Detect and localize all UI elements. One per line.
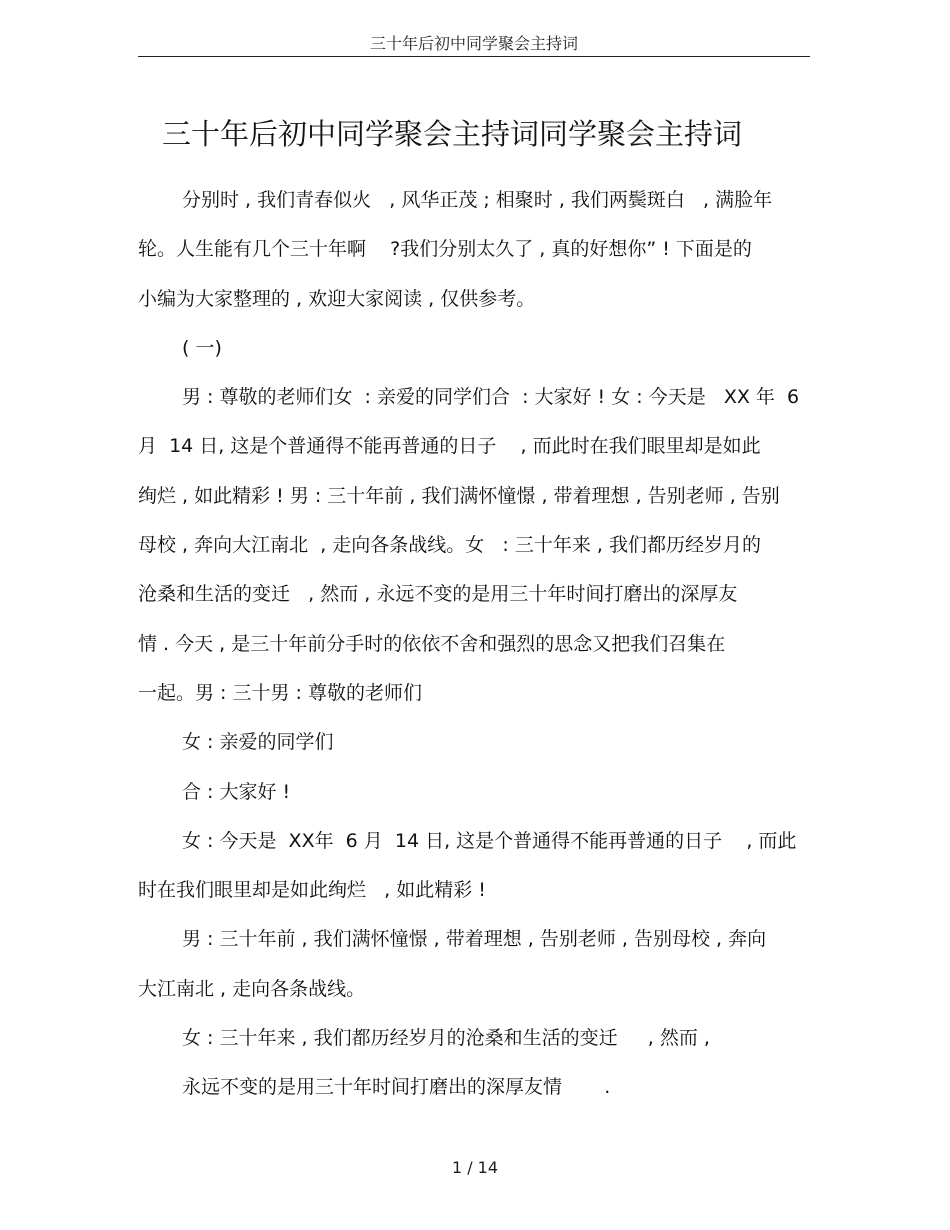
paragraph-line: 大江南北 , 走向各条战线。 bbox=[138, 977, 366, 1000]
paragraph-line: 合 : 大家好 ! bbox=[182, 780, 291, 803]
running-header: 三十年后初中同学聚会主持词 bbox=[369, 34, 578, 53]
paragraph-line: 月 14 日, 这是个普通得不能再普通的日子 , 而此时在我们眼里却是如此 bbox=[138, 435, 761, 458]
document-body bbox=[138, 176, 810, 1113]
paragraph-line: 男 : 尊敬的老师们女 : 亲爱的同学们合 : 大家好 ! 女 : 今天是 XX 年 6 bbox=[182, 386, 800, 409]
paragraph-line: 女 : 今天是 XX年 6 月 14 日, 这是个普通得不能再普通的日子 , 而此 bbox=[182, 829, 797, 852]
paragraph-line: 男 : 三十年前 , 我们满怀憧憬 , 带着理想 , 告别老师 , 告别母校 , 奔向 bbox=[182, 928, 767, 951]
paragraph-line: 沧桑和生活的变迁 , 然而 , 永远不变的是用三十年时间打磨出的深厚友 bbox=[138, 583, 738, 606]
header-divider bbox=[138, 56, 810, 57]
paragraph-line: 情 . 今天 , 是三十年前分手时的依依不舍和强烈的思念又把我们召集在 bbox=[138, 632, 726, 655]
paragraph-line: 时在我们眼里却是如此绚烂 , 如此精彩 ! bbox=[138, 879, 486, 902]
paragraph-line: 女 : 亲爱的同学们 bbox=[182, 731, 334, 754]
paragraph-line: 轮。人生能有几个三十年啊 ?我们分别太久了 , 真的好想你” ! 下面是的 bbox=[138, 238, 752, 261]
paragraph-line: 绚烂 , 如此精彩 ! 男 : 三十年前 , 我们满怀憧憬 , 带着理想 , 告别老师 , 告别 bbox=[138, 484, 780, 507]
paragraph-line: 永远不变的是用三十年时间打磨出的深厚友情 . bbox=[182, 1076, 611, 1099]
paragraph-line: 一起。男 : 三十男 : 尊敬的老师们 bbox=[138, 681, 422, 704]
document-title: 三十年后初中同学聚会主持词同学聚会主持词 bbox=[162, 117, 743, 151]
paragraph-line: 女 : 三十年来 , 我们都历经岁月的沧桑和生活的变迁 , 然而 , bbox=[182, 1027, 710, 1050]
page-number: 1 / 14 bbox=[451, 1158, 499, 1177]
paragraph-line: 小编为大家整理的 , 欢迎大家阅读 , 仅供参考。 bbox=[138, 287, 536, 310]
paragraph-line: 母校 , 奔向大江南北 , 走向各条战线。女 : 三十年来 , 我们都历经岁月的 bbox=[138, 534, 761, 557]
section-heading: ( 一) bbox=[182, 336, 222, 359]
paragraph-line: 分别时 , 我们青春似火 , 风华正茂 ; 相聚时 , 我们两鬓斑白 , 满脸年 bbox=[182, 189, 773, 211]
